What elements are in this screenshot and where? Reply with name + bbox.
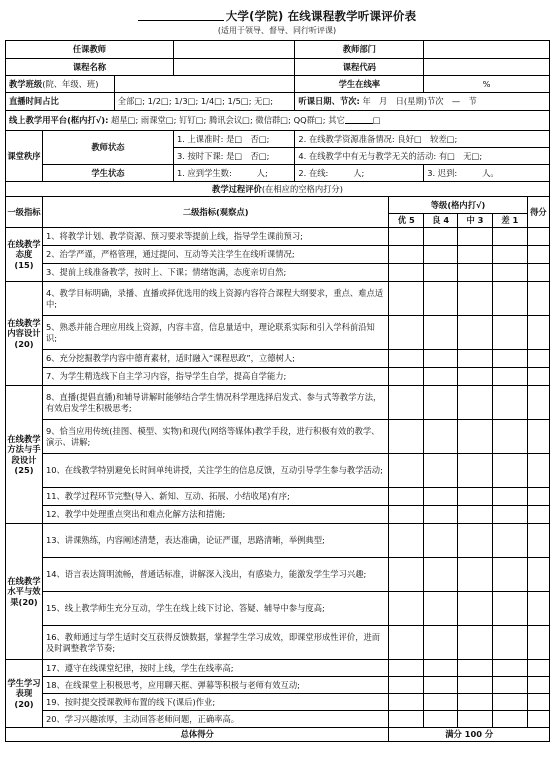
grade-cell-fair[interactable] <box>458 558 493 592</box>
grade-cell-fair[interactable] <box>458 350 493 368</box>
grade-cell-poor[interactable] <box>492 660 527 677</box>
score-cell[interactable] <box>527 488 549 506</box>
student-count-online[interactable]: 2. 在线: 人; <box>295 165 424 182</box>
criterion-row <box>6 592 550 626</box>
grade-cell-poor[interactable] <box>492 420 527 454</box>
level1-indicator: 在线教学内容设计(20) <box>6 282 43 386</box>
grade-cell-fair[interactable] <box>458 592 493 626</box>
grade-cell-poor[interactable] <box>492 264 527 282</box>
teacher-status-label: 教师状态 <box>42 131 173 165</box>
grade-cell-poor[interactable] <box>492 228 527 246</box>
grade-cell-fair[interactable] <box>458 488 493 506</box>
grade-cell-excellent[interactable] <box>389 350 424 368</box>
grade-cell-excellent[interactable] <box>389 488 424 506</box>
score-cell[interactable] <box>527 228 549 246</box>
grade-cell-good[interactable] <box>424 660 458 677</box>
teacher-row <box>6 41 550 59</box>
teacher-value[interactable] <box>173 41 294 59</box>
platform-label: 线上教学用平台(框内打√): <box>9 115 109 126</box>
grade-cell-fair[interactable] <box>458 454 493 488</box>
course-name-value[interactable] <box>173 59 294 76</box>
grade-cell-fair[interactable] <box>458 694 493 711</box>
dept-value[interactable] <box>424 41 550 59</box>
university-name-blank[interactable] <box>138 10 224 21</box>
platform-other-blank[interactable] <box>345 115 373 124</box>
grade-cell-poor[interactable] <box>492 386 527 420</box>
criterion-text: 7、为学生精选线下自主学习内容，指导学生自学，提高自学能力; <box>42 368 388 386</box>
criterion-text: 12、教学中处理重点突出和难点化解方法和措施; <box>42 506 388 524</box>
criterion-text: 2、治学严谨，严格管理，通过提问、互动等关注学生在线听课情况; <box>42 246 388 264</box>
grade-cell-poor[interactable] <box>492 488 527 506</box>
grade-cell-good[interactable] <box>424 506 458 524</box>
student-count-expected[interactable]: 1. 应到学生数: 人; <box>173 165 294 182</box>
grade-cell-excellent[interactable] <box>389 228 424 246</box>
grade-cell-good[interactable] <box>424 592 458 626</box>
grade-cell-good[interactable] <box>424 711 458 728</box>
grade-cell-poor[interactable] <box>492 592 527 626</box>
score-cell[interactable] <box>527 316 549 350</box>
eval-section-header <box>6 182 550 197</box>
criterion-text: 8、直播(提倡直播)和辅导讲解时能够结合学生情况科学理选择启发式、参与式等教学方法，有效启发学生积极思考; <box>42 386 388 420</box>
grade-cell-excellent[interactable] <box>389 558 424 592</box>
criterion-row <box>6 524 550 558</box>
grade-cell-excellent[interactable] <box>389 506 424 524</box>
criterion-row <box>6 711 550 728</box>
grade-cell-excellent[interactable] <box>389 660 424 677</box>
grade-cell-good[interactable] <box>424 282 458 316</box>
level1-indicator: 学生学习表现(20) <box>6 660 43 728</box>
grade-cell-poor[interactable] <box>492 524 527 558</box>
score-cell[interactable] <box>527 711 549 728</box>
criterion-text: 20、学习兴趣浓厚，主动回答老师问题，正确率高。 <box>42 711 388 728</box>
score-cell[interactable] <box>527 592 549 626</box>
score-cell[interactable] <box>527 677 549 694</box>
online-rate-label: 学生在线率 <box>295 76 424 93</box>
score-cell[interactable] <box>527 694 549 711</box>
grade-cell-poor[interactable] <box>492 316 527 350</box>
course-code-label: 课程代码 <box>295 59 424 76</box>
criterion-text: 1、将教学计划、教学资源、预习要求等提前上线，指导学生课前预习; <box>42 228 388 246</box>
grade-cell-good[interactable] <box>424 558 458 592</box>
dept-label: 教师部门 <box>295 41 424 59</box>
class-date-cell <box>295 93 550 111</box>
course-row <box>6 59 550 76</box>
grade-cell-excellent[interactable] <box>389 246 424 264</box>
course-code-value[interactable] <box>424 59 550 76</box>
grade-cell-good[interactable] <box>424 368 458 386</box>
grade-cell-fair[interactable] <box>458 506 493 524</box>
grade-cell-fair[interactable] <box>458 420 493 454</box>
grade-cell-fair[interactable] <box>458 246 493 264</box>
class-value[interactable] <box>114 76 295 93</box>
grade-cell-excellent[interactable] <box>389 420 424 454</box>
level1-indicator: 在线教学方法与手段设计(25) <box>6 386 43 524</box>
evaluation-table <box>5 40 550 742</box>
criterion-row <box>6 694 550 711</box>
score-cell[interactable] <box>527 524 549 558</box>
grade-cell-fair[interactable] <box>458 386 493 420</box>
status-item-4[interactable]: 4. 在线教学中有无与教学无关的活动: 有□ 无□; <box>295 148 550 165</box>
grade-cell-fair[interactable] <box>458 626 493 660</box>
grade-cell-excellent[interactable] <box>389 264 424 282</box>
criterion-text: 4、教学目标明确，录播、直播或择优选用的线上资源内容符合课程大纲要求，重点、难点适中; <box>42 282 388 316</box>
live-row <box>6 93 550 111</box>
grade-cell-fair[interactable] <box>458 316 493 350</box>
status-item-2[interactable]: 2. 在线教学资源准备情况: 良好□ 较差□; <box>295 131 550 148</box>
course-name-label: 课程名称 <box>6 59 174 76</box>
criterion-text: 14、语言表达简明流畅，普通话标准，讲解深入浅出，有感染力，能激发学生学习兴趣; <box>42 558 388 592</box>
grade-cell-fair[interactable] <box>458 282 493 316</box>
grade-cell-good[interactable] <box>424 246 458 264</box>
online-rate-value[interactable]: % <box>424 76 550 93</box>
grade-cell-excellent[interactable] <box>389 711 424 728</box>
class-date-label: 听课日期、节次: <box>298 96 360 107</box>
criterion-text: 17、遵守在线课堂纪律，按时上线，学生在线率高; <box>42 660 388 677</box>
grade-cell-poor[interactable] <box>492 246 527 264</box>
criterion-text: 11、教学过程环节完整(导入、新知、互动、拓展、小结收尾)有序; <box>42 488 388 506</box>
grade-cell-good[interactable] <box>424 524 458 558</box>
criterion-row <box>6 386 550 420</box>
grade-cell-excellent[interactable] <box>389 694 424 711</box>
criterion-text: 3、提前上线准备教学，按时上、下课；情绪饱满，态度亲切自然; <box>42 264 388 282</box>
grade-cell-poor[interactable] <box>492 711 527 728</box>
class-row <box>6 76 550 93</box>
criterion-row <box>6 246 550 264</box>
score-cell[interactable] <box>527 246 549 264</box>
grade-poor: 差 1 <box>492 214 527 228</box>
teacher-label: 任课教师 <box>6 41 174 59</box>
criterion-row <box>6 350 550 368</box>
student-status-label: 学生状态 <box>42 165 173 182</box>
grade-cell-good[interactable] <box>424 454 458 488</box>
grade-cell-poor[interactable] <box>492 368 527 386</box>
criterion-text: 6、充分挖掘教学内容中德育素材，适时融入“课程思政”，立德树人; <box>42 350 388 368</box>
grade-excellent: 优 5 <box>389 214 424 228</box>
grade-cell-excellent[interactable] <box>389 282 424 316</box>
criterion-row <box>6 677 550 694</box>
grade-cell-fair[interactable] <box>458 660 493 677</box>
grade-cell-poor[interactable] <box>492 454 527 488</box>
col-score-header: 得分 <box>527 197 549 228</box>
criterion-text: 10、在线教学特别避免长时间单纯讲授，关注学生的信息反馈，互动引导学生参与教学活动; <box>42 454 388 488</box>
grade-good: 良 4 <box>424 214 458 228</box>
criterion-row <box>6 660 550 677</box>
grade-fair: 中 3 <box>458 214 493 228</box>
col-level2-header: 二级指标(观察点) <box>42 197 388 228</box>
grade-cell-good[interactable] <box>424 677 458 694</box>
criterion-row <box>6 626 550 660</box>
live-ratio-label: 直播时间占比 <box>6 93 115 111</box>
level1-indicator: 在线教学水平与效果(20) <box>6 524 43 660</box>
grade-cell-fair[interactable] <box>458 677 493 694</box>
criterion-row <box>6 282 550 316</box>
grade-cell-good[interactable] <box>424 264 458 282</box>
criterion-row <box>6 264 550 282</box>
score-cell[interactable] <box>527 420 549 454</box>
grade-cell-fair[interactable] <box>458 711 493 728</box>
score-cell[interactable] <box>527 264 549 282</box>
criterion-row <box>6 454 550 488</box>
platform-row <box>6 111 550 131</box>
criterion-row <box>6 316 550 350</box>
score-cell[interactable] <box>527 350 549 368</box>
grade-cell-excellent[interactable] <box>389 316 424 350</box>
grade-cell-good[interactable] <box>424 386 458 420</box>
teacher-status-row-1 <box>6 131 550 148</box>
class-date-value[interactable]: 年 月 日(星期)节次 — 节 <box>362 96 477 107</box>
grade-cell-good[interactable] <box>424 694 458 711</box>
criterion-row <box>6 558 550 592</box>
grade-cell-poor[interactable] <box>492 694 527 711</box>
grade-cell-poor[interactable] <box>492 350 527 368</box>
score-cell[interactable] <box>527 626 549 660</box>
grade-cell-good[interactable] <box>424 350 458 368</box>
grade-cell-poor[interactable] <box>492 282 527 316</box>
grade-cell-good[interactable] <box>424 488 458 506</box>
grade-cell-poor[interactable] <box>492 677 527 694</box>
grade-cell-good[interactable] <box>424 228 458 246</box>
criterion-text: 15、线上教学师生充分互动，学生在线上线下讨论、答疑、辅导中参与度高; <box>42 592 388 626</box>
criterion-text: 18、在线课堂上积极思考，应用聊天框、弹幕等积极与老师有效互动; <box>42 677 388 694</box>
platform-options[interactable]: 超星□; 雨课堂□; 钉钉□; 腾讯会议□; 微信群□; QQ群□; 其它 <box>111 115 345 126</box>
level1-indicator: 在线教学态度(15) <box>6 228 43 282</box>
grade-cell-good[interactable] <box>424 626 458 660</box>
form-title <box>0 8 554 24</box>
grade-cell-poor[interactable] <box>492 558 527 592</box>
grade-cell-poor[interactable] <box>492 626 527 660</box>
platform-cell <box>6 111 550 131</box>
class-hint: (院、年级、班) <box>42 78 99 89</box>
live-ratio-options[interactable]: 全部□; 1/2□; 1/3□; 1/4□; 1/5□; 无□; <box>114 93 295 111</box>
score-cell[interactable] <box>527 282 549 316</box>
grade-cell-good[interactable] <box>424 420 458 454</box>
grade-cell-poor[interactable] <box>492 506 527 524</box>
class-label: 教学班级 <box>9 78 43 89</box>
grade-cell-fair[interactable] <box>458 524 493 558</box>
criterion-row <box>6 488 550 506</box>
criterion-row <box>6 368 550 386</box>
total-row <box>6 728 550 742</box>
platform-end-box[interactable]: □ <box>372 115 381 126</box>
form-subtitle: (适用于领导、督导、同行听评课) <box>217 26 337 35</box>
grade-cell-excellent[interactable] <box>389 524 424 558</box>
full-score-label[interactable]: 满分 100 分 <box>389 728 550 742</box>
grade-cell-excellent[interactable] <box>389 677 424 694</box>
col-grade-header: 等级(格内打√) <box>389 197 527 214</box>
eval-section-title: 教学过程评价 <box>212 183 262 194</box>
grade-cell-fair[interactable] <box>458 264 493 282</box>
class-label-cell <box>6 76 115 93</box>
criterion-text: 16、教师通过与学生适时交互获得反馈数据，掌握学生学习成效，即课堂形成性评价，进而及时调整教学节奏; <box>42 626 388 660</box>
grade-cell-excellent[interactable] <box>389 454 424 488</box>
order-section-label: 课堂秩序 <box>6 131 43 182</box>
col-level1-header: 一级指标 <box>6 197 43 228</box>
status-item-1[interactable]: 1. 上课准时: 是□ 否□; <box>173 131 294 148</box>
score-cell[interactable] <box>527 368 549 386</box>
student-status-row <box>6 165 550 182</box>
score-cell[interactable] <box>527 558 549 592</box>
grade-cell-excellent[interactable] <box>389 592 424 626</box>
status-item-3[interactable]: 3. 按时下课: 是□ 否□; <box>173 148 294 165</box>
grade-cell-fair[interactable] <box>458 368 493 386</box>
criterion-text: 5、熟悉并能合理应用线上资源，内容丰富，信息量适中，理论联系实际和引入学科前沿知识; <box>42 316 388 350</box>
score-cell[interactable] <box>527 386 549 420</box>
grade-cell-excellent[interactable] <box>389 386 424 420</box>
criterion-row <box>6 506 550 524</box>
eval-header-row-1 <box>6 197 550 214</box>
criterion-text: 9、恰当应用传统(挂图、模型、实物)和现代(网络等媒体)教学手段，进行积极有效的教学、演示、讲解; <box>42 420 388 454</box>
criterion-text: 13、讲课熟练，内容阐述清楚，表达准确，论证严谨，思路清晰，举例典型; <box>42 524 388 558</box>
grade-cell-excellent[interactable] <box>389 626 424 660</box>
grade-cell-good[interactable] <box>424 316 458 350</box>
grade-cell-fair[interactable] <box>458 228 493 246</box>
criterion-row <box>6 228 550 246</box>
criterion-row <box>6 420 550 454</box>
eval-section-row <box>6 182 550 197</box>
score-cell[interactable] <box>527 506 549 524</box>
total-score-label: 总体得分 <box>6 728 389 742</box>
criterion-text: 19、按时提交授课教师布置的线下(课后)作业; <box>42 694 388 711</box>
score-cell[interactable] <box>527 454 549 488</box>
eval-section-hint: (在相应的空格内打分) <box>261 183 343 194</box>
grade-cell-excellent[interactable] <box>389 368 424 386</box>
student-count-late[interactable]: 3. 迟到: 人。 <box>424 165 550 182</box>
score-cell[interactable] <box>527 660 549 677</box>
form-title-text: 大学(学院) 在线课程教学听课评价表 <box>225 9 417 23</box>
